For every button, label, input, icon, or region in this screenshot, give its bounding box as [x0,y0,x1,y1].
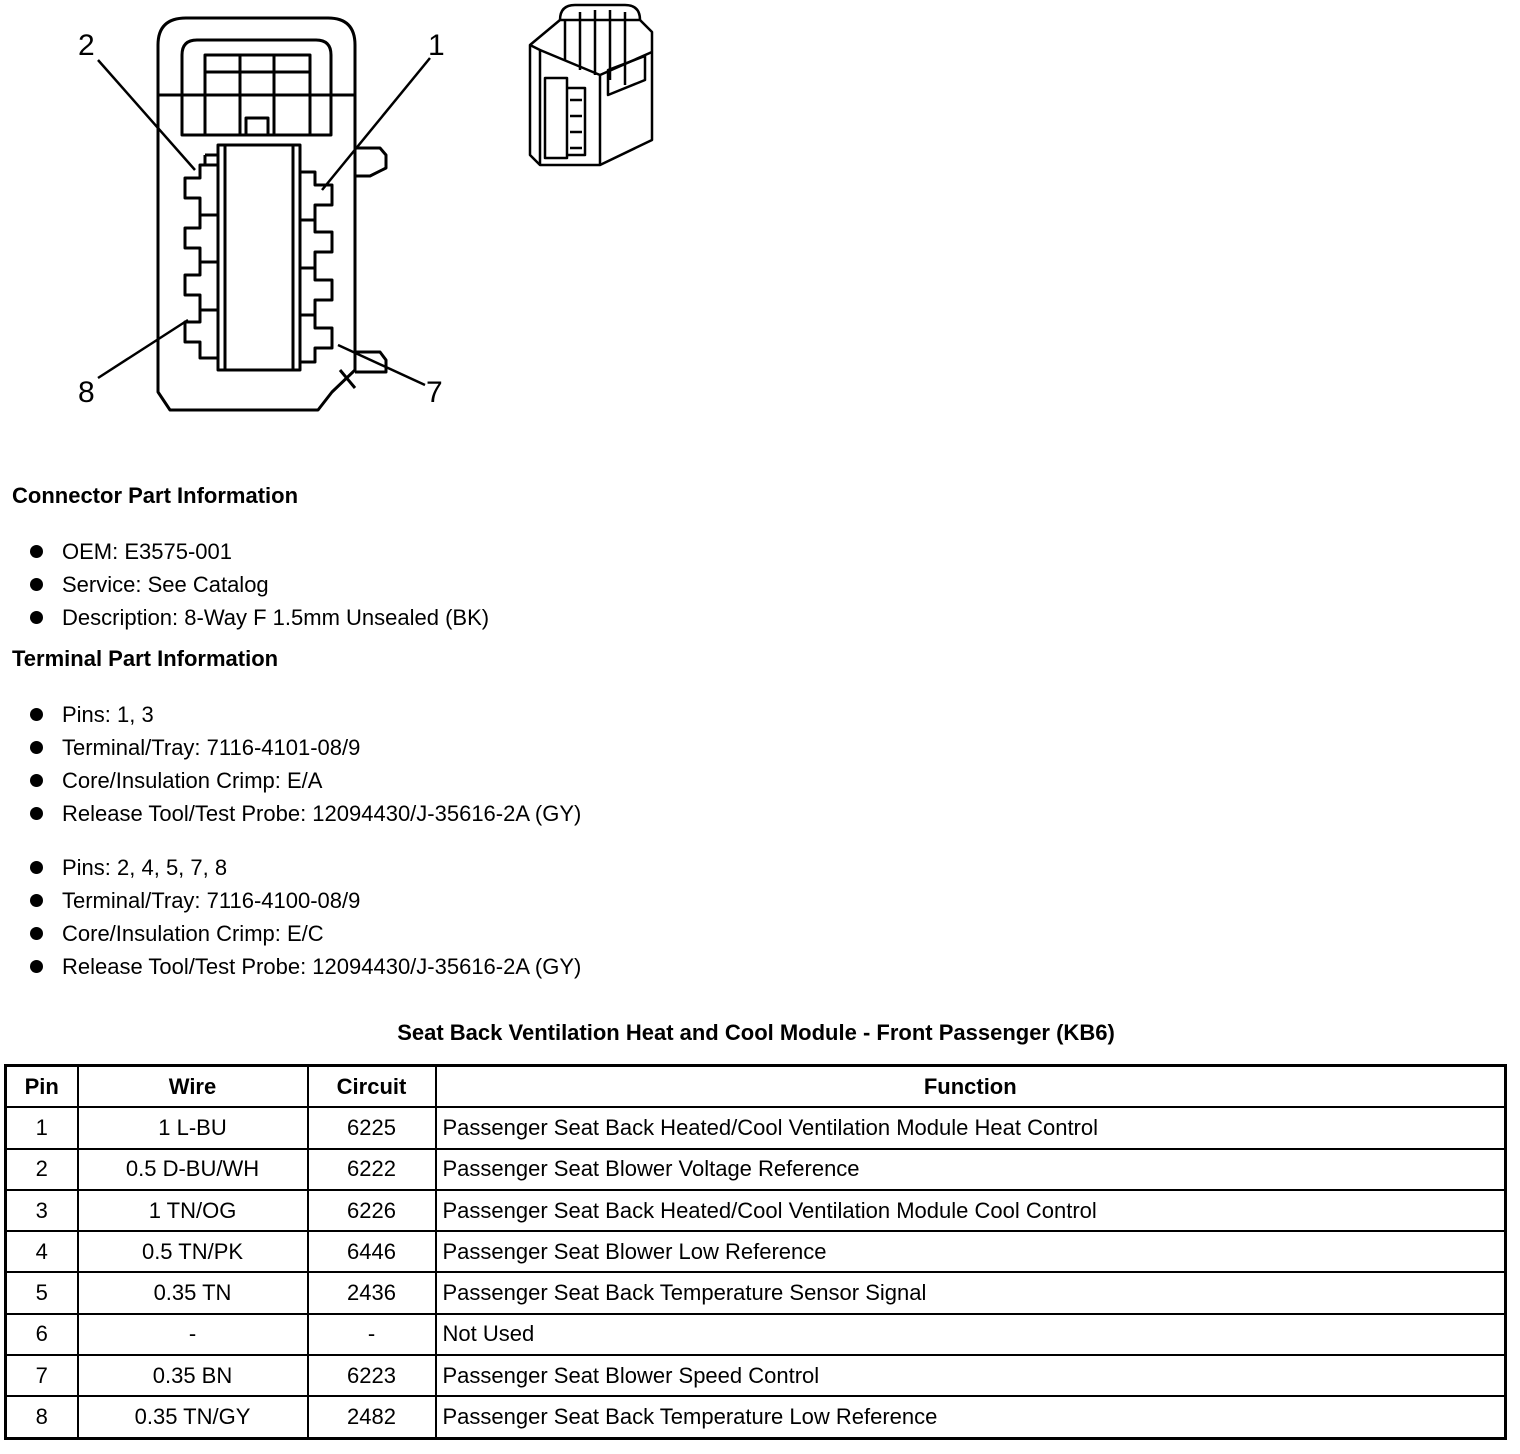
table-row [6,1396,1506,1438]
table-row [6,1231,1506,1272]
left-terminals [185,155,218,358]
cell-circuit: 6446 [308,1231,436,1272]
table-row [6,1149,1506,1190]
cell-function: Passenger Seat Blower Low Reference [436,1231,1506,1272]
list-item: Terminal/Tray: 7116-4101-08/9 [28,731,581,764]
connector-face-diagram [0,0,700,440]
pin-label-8: 8 [78,376,95,409]
list-item: Release Tool/Test Probe: 12094430/J-35616-2A (GY) [28,950,581,983]
pin-label-1: 1 [428,29,445,62]
list-item: Core/Insulation Crimp: E/C [28,917,581,950]
table-title: Seat Back Ventilation Heat and Cool Module - Front Passenger (KB6) [397,1020,1115,1045]
leader-line-pin7 [338,345,425,385]
table-row [6,1107,1506,1148]
cell-circuit: - [308,1314,436,1355]
cell-wire: 0.5 D-BU/WH [78,1149,308,1190]
list-item: Terminal/Tray: 7116-4100-08/9 [28,884,581,917]
cell-circuit: 2482 [308,1396,436,1438]
header-wire: Wire [78,1066,308,1108]
cell-pin: 4 [6,1231,78,1272]
table-header-row [6,1066,1506,1108]
connector-info-list [28,535,489,634]
table-row [6,1355,1506,1396]
terminal-info-heading: Terminal Part Information [12,646,279,671]
list-item: Pins: 1, 3 [28,698,581,731]
header-pin: Pin [6,1066,78,1108]
cell-wire: 0.35 TN [78,1272,308,1313]
cell-wire: 1 TN/OG [78,1190,308,1231]
table-row [6,1190,1506,1231]
terminal-info-list-1 [28,698,581,830]
list-item: Pins: 2, 4, 5, 7, 8 [28,851,581,884]
cell-wire: 0.5 TN/PK [78,1231,308,1272]
cell-pin: 7 [6,1355,78,1396]
cell-pin: 8 [6,1396,78,1438]
list-item: OEM: E3575-001 [28,535,489,568]
cell-function: Passenger Seat Back Heated/Cool Ventilation Module Cool Control [436,1190,1506,1231]
table-row [6,1272,1506,1313]
pin-label-2: 2 [78,29,95,62]
leader-line-pin8 [98,320,188,378]
cell-function: Not Used [436,1314,1506,1355]
cell-wire: 1 L-BU [78,1107,308,1148]
cell-pin: 1 [6,1107,78,1148]
leader-line-pin1 [322,58,430,190]
cell-circuit: 2436 [308,1272,436,1313]
cell-pin: 3 [6,1190,78,1231]
table-row [6,1314,1506,1355]
header-circuit: Circuit [308,1066,436,1108]
pinout-table [4,1064,1507,1440]
header-function: Function [436,1066,1506,1108]
list-item: Description: 8-Way F 1.5mm Unsealed (BK) [28,601,489,634]
leader-line-pin2 [98,60,195,170]
list-item: Service: See Catalog [28,568,489,601]
list-item: Core/Insulation Crimp: E/A [28,764,581,797]
right-terminals [300,172,332,362]
cell-pin: 2 [6,1149,78,1190]
list-item: Release Tool/Test Probe: 12094430/J-35616-2A (GY) [28,797,581,830]
cell-wire: 0.35 BN [78,1355,308,1396]
cell-circuit: 6223 [308,1355,436,1396]
cell-pin: 5 [6,1272,78,1313]
cell-function: Passenger Seat Blower Speed Control [436,1355,1506,1396]
terminal-info-list-2 [28,851,581,983]
cell-wire: - [78,1314,308,1355]
cell-circuit: 6226 [308,1190,436,1231]
connector-isometric-view [530,5,652,165]
cell-function: Passenger Seat Back Temperature Sensor Signal [436,1272,1506,1313]
connector-info-heading: Connector Part Information [12,483,299,508]
cell-circuit: 6225 [308,1107,436,1148]
cell-circuit: 6222 [308,1149,436,1190]
terminal-block [218,145,300,370]
pin-label-7: 7 [426,376,443,409]
cell-pin: 6 [6,1314,78,1355]
cell-function: Passenger Seat Back Heated/Cool Ventilation Module Heat Control [436,1107,1506,1148]
cell-wire: 0.35 TN/GY [78,1396,308,1438]
cell-function: Passenger Seat Back Temperature Low Reference [436,1396,1506,1438]
cell-function: Passenger Seat Blower Voltage Reference [436,1149,1506,1190]
